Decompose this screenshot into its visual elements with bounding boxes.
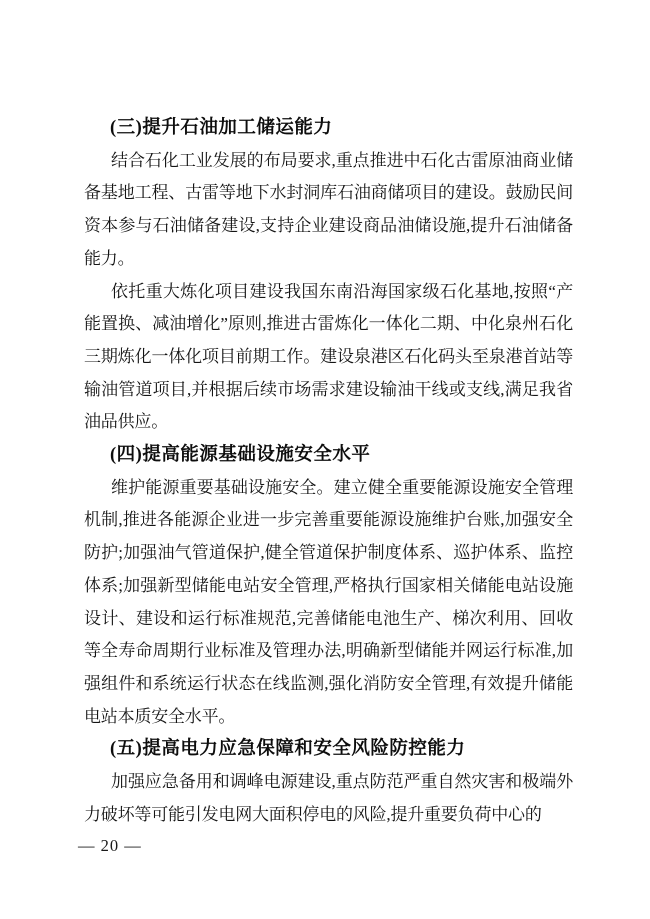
- paragraph: 结合石化工业发展的布局要求,重点推进中石化古雷原油商业储备基地工程、古雷等地下水封洞库石油商储项目的建设。鼓励民间资本参与石油储备建设,支持企业建设商品油储设施,提升石油储备能力。: [84, 150, 573, 268]
- page-number: — 20 —: [78, 836, 142, 855]
- section-power-emergency-risk-control: [84, 733, 573, 831]
- paragraph: 依托重大炼化项目建设我国东南沿海国家级石化基地,按照“产能置换、减油增化”原则,推进古雷炼化一体化二期、中化泉州石化三期炼化一体化项目前期工作。建设泉港区石化码头至泉港首站等输油管道项目,并根据后续市场需求建设输油干线或支线,满足我省油品供应。: [84, 281, 573, 432]
- section-heading-4: (四)提高能源基础设施安全水平: [110, 445, 371, 466]
- paragraph: 加强应急备用和调峰电源建设,重点防范严重自然灾害和极端外力破坏等可能引发电网大面积停电的风险,提升重要负荷中心的: [84, 772, 573, 824]
- section-oil-processing-storage: [84, 112, 573, 439]
- section-energy-infrastructure-safety: [84, 439, 573, 733]
- paragraph: 维护能源重要基础设施安全。建立健全重要能源设施安全管理机制,推进各能源企业进一步完善重要能源设施维护台账,加强安全防护;加强油气管道保护,健全管道保护制度体系、巡护体系、监控体系;加强新型储能电站安全管理,严格执行国家相关储能电站设施设计、建设和运行标准规范,完善储能电池生产、梯次利用、回收等全寿命周期行业标准及管理办法,明确新型储能并网运行标准,加强组件和系统运行状态在线监测,强化消防安全管理,有效提升储能电站本质安全水平。: [84, 477, 573, 726]
- section-heading-3: (三)提升石油加工储运能力: [110, 118, 333, 138]
- document-body: [84, 112, 573, 831]
- section-heading-5: (五)提高电力应急保障和安全风险防控能力: [110, 739, 466, 760]
